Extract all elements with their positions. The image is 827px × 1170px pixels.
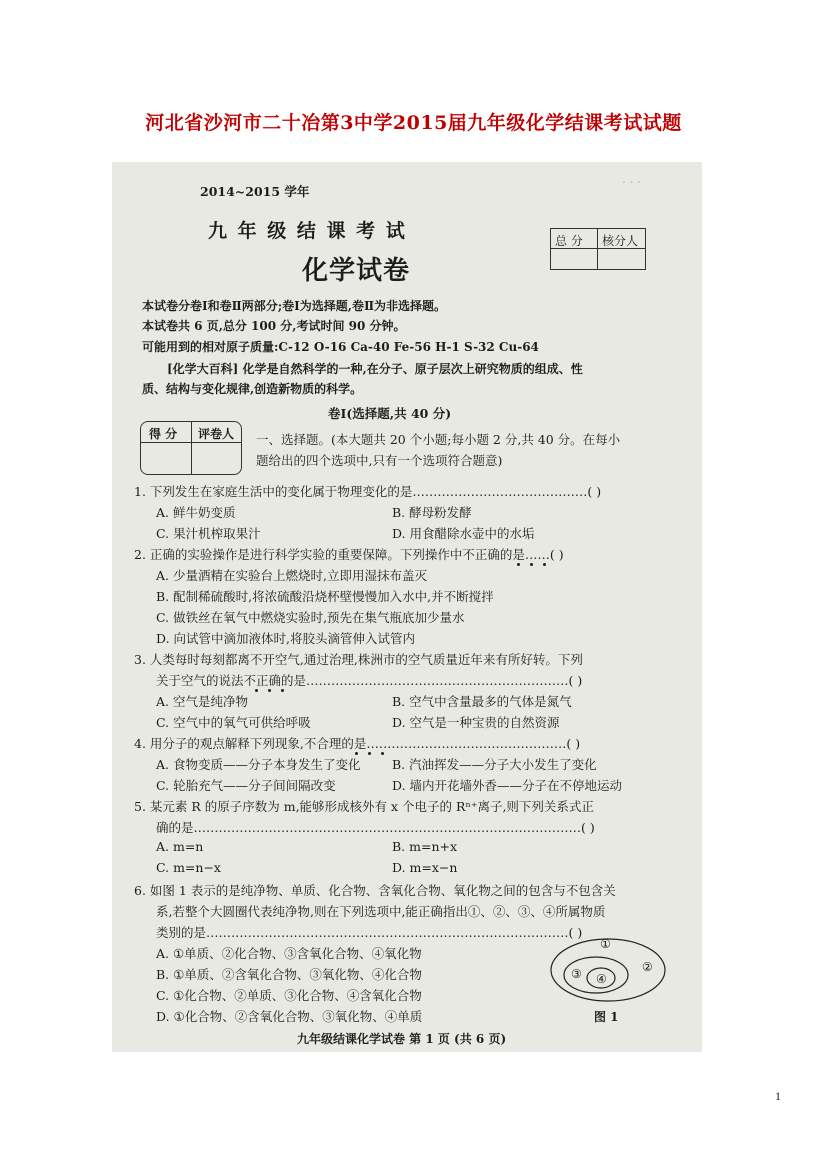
encyclopedia-line-2: 质、结构与变化规律,创造新物质的科学。 xyxy=(142,382,363,396)
emphasis-dot xyxy=(255,689,258,692)
question-2-option-c: C. 做铁丝在氧气中燃烧实验时,预先在集气瓶底加少量水 xyxy=(156,610,465,625)
page-number: 1 xyxy=(775,1089,781,1103)
note-line-3: 可能用到的相对原子质量:C-12 O-16 Ca-40 Fe-56 H-1 S-32 Cu-64 xyxy=(142,340,539,354)
question-3-option-c: C. 空气中的氧气可供给呼吸 xyxy=(156,715,311,730)
question-6-stem-line-2: 系,若整个大圆圈代表纯净物,则在下列选项中,能正确指出①、②、③、④所属物质 xyxy=(156,904,606,919)
emphasis-dot xyxy=(268,689,271,692)
figure-label-3: ③ xyxy=(571,967,582,981)
question-5-stem-line-1: 5. 某元素 R 的原子序数为 m,能够形成核外有 x 个电子的 Rⁿ⁺离子,则下列关系式正 xyxy=(134,799,594,814)
emphasis-dot xyxy=(530,563,533,566)
grade-box xyxy=(140,421,242,475)
document-title: 河北省沙河市二十冶第3中学2015届九年级化学结课考试试题 xyxy=(145,112,682,134)
section-intro-line-1: 一、选择题。(本大题共 20 个小题;每小题 2 分,共 40 分。在每小 xyxy=(256,432,621,447)
question-3-stem-line-2: 关于空气的说法不正确的是………………………………………………………( ) xyxy=(156,673,583,688)
question-3-option-a: A. 空气是纯净物 xyxy=(156,694,248,709)
volume-heading: 卷Ⅰ(选择题,共 40 分) xyxy=(328,406,452,421)
question-5-option-d: D. m=x−n xyxy=(392,860,458,875)
question-3-option-d: D. 空气是一种宝贵的自然资源 xyxy=(392,715,560,730)
question-6-option-b: B. ①单质、②含氧化合物、③氧化物、④化合物 xyxy=(156,967,422,982)
figure-label-1: ① xyxy=(600,937,611,951)
emphasis-dot xyxy=(543,563,546,566)
question-2-option-a: A. 少量酒精在实验台上燃烧时,立即用湿抹布盖灭 xyxy=(156,568,427,583)
emphasis-dot xyxy=(517,563,520,566)
emphasis-dot xyxy=(368,752,371,755)
question-5-stem-line-2: 确的是…………………………………………………………………………………( ) xyxy=(156,820,595,835)
page-footer: 九年级结课化学试卷 第 1 页 (共 6 页) xyxy=(297,1032,507,1046)
question-4-stem: 4. 用分子的观点解释下列现象,不合理的是…………………………………………( ) xyxy=(134,736,581,751)
question-6-stem-line-3: 类别的是……………………………………………………………………………( ) xyxy=(156,925,583,940)
encyclopedia-line-1: [化学大百科] 化学是自然科学的一种,在分子、原子层次上研究物质的组成、性 xyxy=(167,362,583,376)
emphasis-dot xyxy=(281,689,284,692)
question-1-option-d: D. 用食醋除水壶中的水垢 xyxy=(392,526,535,541)
question-2-stem: 2. 正确的实验操作是进行科学实验的重要保障。下列操作中不正确的是……( ) xyxy=(134,547,564,562)
question-6-option-d: D. ①化合物、②含氧化合物、③氧化物、④单质 xyxy=(156,1009,423,1024)
question-6-option-c: C. ①化合物、②单质、③化合物、④含氧化合物 xyxy=(156,988,422,1003)
question-5-option-b: B. m=n+x xyxy=(392,839,458,854)
question-1-option-b: B. 酵母粉发酵 xyxy=(392,505,472,520)
question-2-option-d: D. 向试管中滴加液体时,将胶头滴管伸入试管内 xyxy=(156,631,415,646)
question-3-option-b: B. 空气中含量最多的气体是氮气 xyxy=(392,694,572,709)
question-1-stem: 1. 下列发生在家庭生活中的变化属于物理变化的是……………………………………( ) xyxy=(134,484,602,499)
figure-caption: 图 1 xyxy=(594,1010,619,1024)
figure-label-4: ④ xyxy=(596,972,607,986)
question-4-option-b: B. 汽油挥发——分子大小发生了变化 xyxy=(392,757,597,772)
question-6-option-a: A. ①单质、②化合物、③含氧化合物、④氧化物 xyxy=(156,946,422,961)
question-4-option-c: C. 轮胎充气——分子间间隔改变 xyxy=(156,778,336,793)
question-4-option-a: A. 食物变质——分子本身发生了变化 xyxy=(156,757,361,772)
question-1-option-a: A. 鲜牛奶变质 xyxy=(156,505,236,520)
emphasis-dot xyxy=(381,752,384,755)
note-line-2: 本试卷共 6 页,总分 100 分,考试时间 90 分钟。 xyxy=(142,319,406,333)
note-line-1: 本试卷分卷Ⅰ和卷Ⅱ两部分;卷Ⅰ为选择题,卷Ⅱ为非选择题。 xyxy=(142,299,447,313)
total-score-box xyxy=(550,228,646,270)
score-label: 得 分 xyxy=(149,427,178,441)
total-score-label: 总 分 xyxy=(555,234,583,248)
question-3-stem-line-1: 3. 人类每时每刻都离不开空气,通过治理,株洲市的空气质量近年来有所好转。下列 xyxy=(134,652,583,667)
subject-title: 化学试卷 xyxy=(302,256,411,286)
question-5-option-a: A. m=n xyxy=(156,839,204,854)
school-year: 2014~2015 学年 xyxy=(200,184,310,199)
section-intro-line-2: 题给出的四个选项中,只有一个选项符合题意) xyxy=(256,453,503,468)
checker-label: 核分人 xyxy=(602,234,639,248)
question-4-option-d: D. 墙内开花墙外香——分子在不停地运动 xyxy=(392,778,623,793)
question-5-option-c: C. m=n−x xyxy=(156,860,221,875)
figure-label-2: ② xyxy=(642,960,653,974)
question-1-option-c: C. 果汁机榨取果汁 xyxy=(156,526,261,541)
exam-title: 九 年 级 结 课 考 试 xyxy=(208,220,407,242)
bleed-through-text: . . . xyxy=(622,172,642,186)
question-2-option-b: B. 配制稀硫酸时,将浓硫酸沿烧杯壁慢慢加入水中,并不断搅拌 xyxy=(156,589,494,604)
scanned-exam-page xyxy=(112,162,702,1052)
question-6-stem-line-1: 6. 如图 1 表示的是纯净物、单质、化合物、含氧化合物、氧化物之间的包含与不包含关 xyxy=(134,883,616,898)
grader-label: 评卷人 xyxy=(198,427,235,441)
